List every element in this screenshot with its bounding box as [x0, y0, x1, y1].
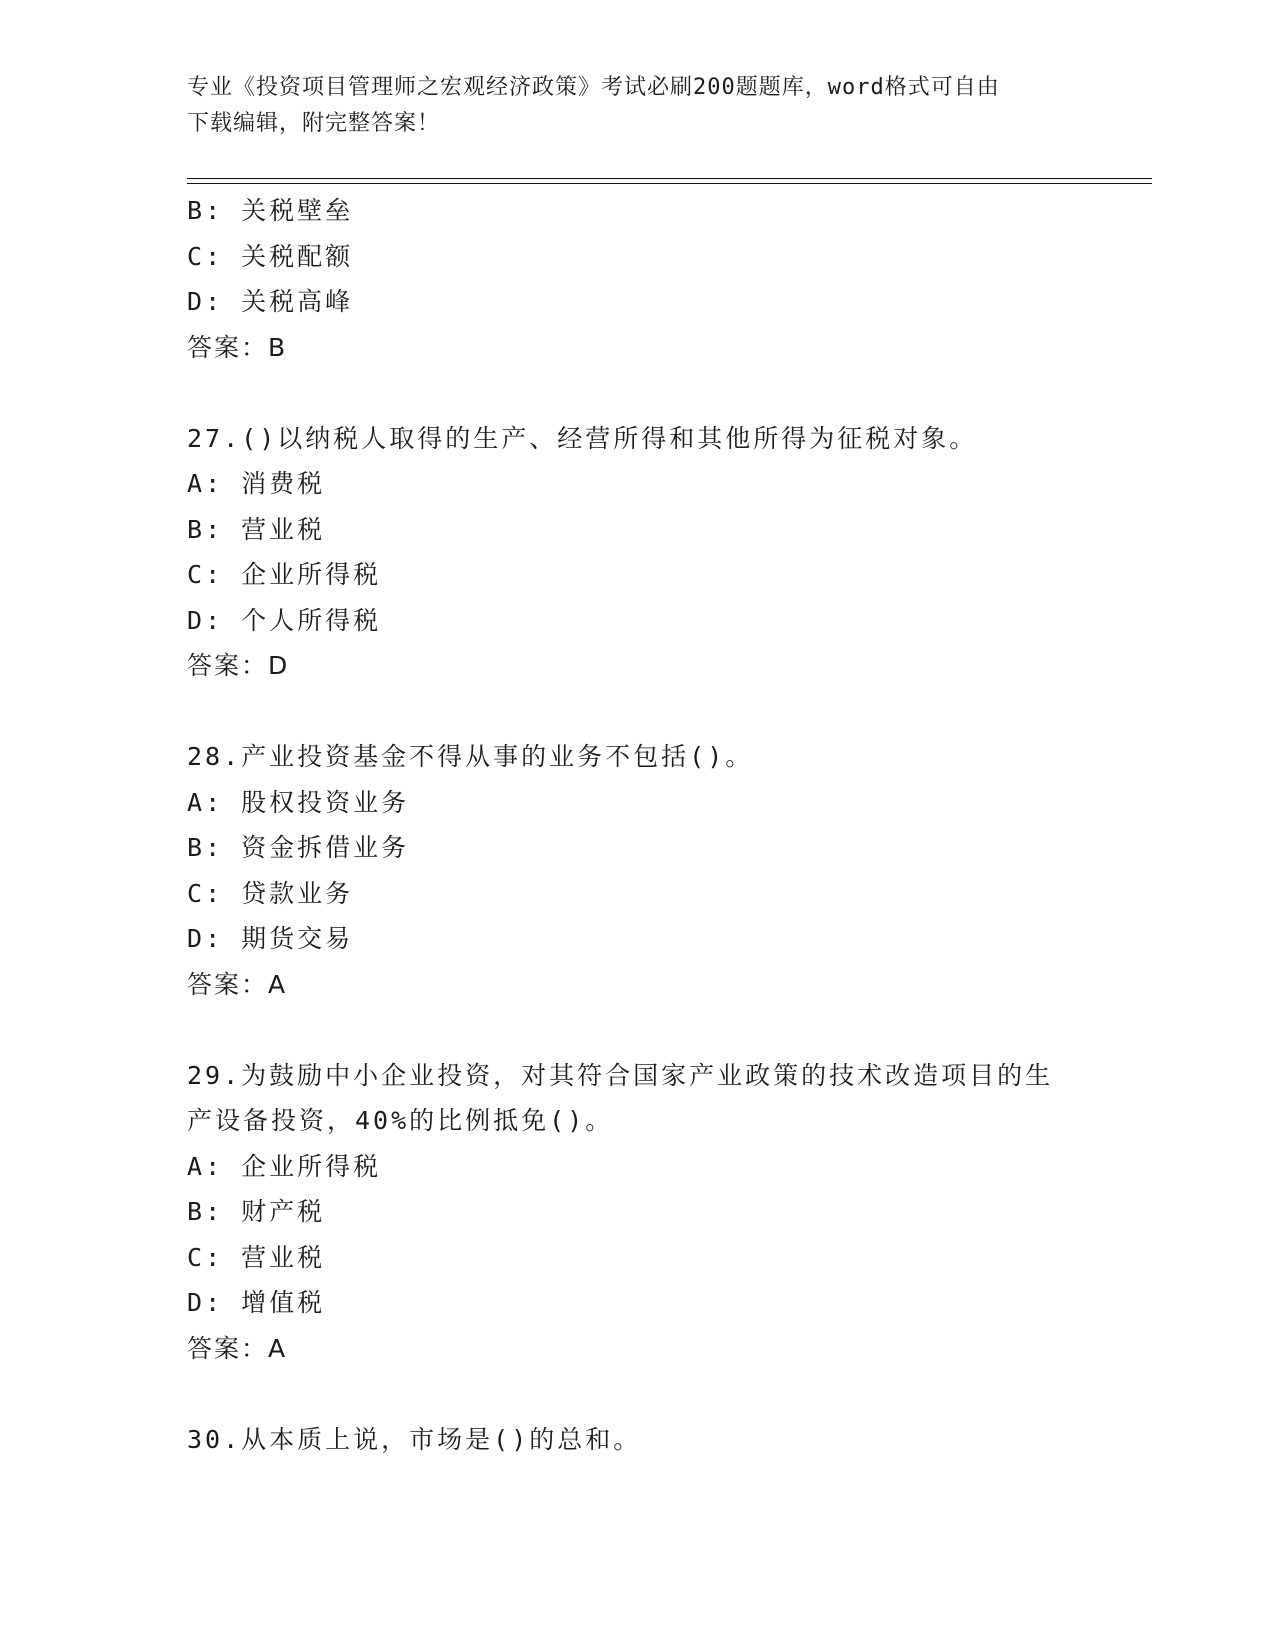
option-d: D: 期货交易 — [187, 924, 354, 953]
answer-line: 答案：B — [187, 332, 287, 362]
header-divider-bottom — [187, 183, 1152, 184]
option-a: A: 消费税 — [187, 469, 326, 498]
question-30 — [187, 1417, 1087, 1463]
option-a: A: 企业所得税 — [187, 1151, 382, 1181]
answer-line: 答案：A — [187, 1333, 287, 1363]
header-divider-top — [187, 178, 1152, 179]
answer-value: A — [268, 1333, 287, 1363]
question-28 — [187, 734, 1087, 1007]
option-c: C: 营业税 — [187, 1242, 326, 1272]
option-d: D: 个人所得税 — [187, 605, 382, 635]
option-a: A: 股权投资业务 — [187, 787, 410, 817]
question-26-tail — [187, 188, 1087, 370]
option-d: D: 增值税 — [187, 1288, 326, 1317]
answer-value: B — [268, 332, 287, 362]
option-b: B: 营业税 — [187, 514, 326, 544]
question-text-line-1: 29.为鼓励中小企业投资，对其符合国家产业政策的技术改造项目的生 — [187, 1060, 1054, 1090]
option-c: C: 贷款业务 — [187, 878, 354, 908]
header-line-2: 下载编辑，附完整答案！ — [187, 111, 441, 136]
question-text: 27.()以纳税人取得的生产、经营所得和其他所得为征税对象。 — [187, 423, 978, 453]
question-27 — [187, 416, 1087, 689]
question-text-line-2: 产设备投资，40%的比例抵免()。 — [187, 1106, 614, 1135]
option-b: B: 资金拆借业务 — [187, 833, 410, 862]
spacer — [187, 370, 1087, 416]
answer-value: D — [268, 651, 289, 680]
answer-line: 答案：A — [187, 969, 287, 999]
spacer — [187, 689, 1087, 735]
answer-line: 答案：D — [187, 651, 289, 680]
answer-value: A — [268, 969, 287, 999]
spacer — [187, 1371, 1087, 1417]
option-c: C: 关税配额 — [187, 241, 354, 271]
question-list — [187, 188, 1087, 1462]
option-b: B: 关税壁垒 — [187, 196, 354, 225]
spacer — [187, 1007, 1087, 1053]
option-d: D: 关税高峰 — [187, 287, 354, 316]
option-c: C: 企业所得税 — [187, 560, 382, 589]
question-text: 28.产业投资基金不得从事的业务不包括()。 — [187, 742, 754, 771]
document-header — [187, 70, 1067, 142]
option-b: B: 财产税 — [187, 1197, 326, 1226]
header-line-1: 专业《投资项目管理师之宏观经济政策》考试必刷200题题库，word格式可自由 — [187, 75, 1000, 100]
question-text: 30.从本质上说，市场是()的总和。 — [187, 1424, 642, 1454]
question-29 — [187, 1053, 1087, 1372]
